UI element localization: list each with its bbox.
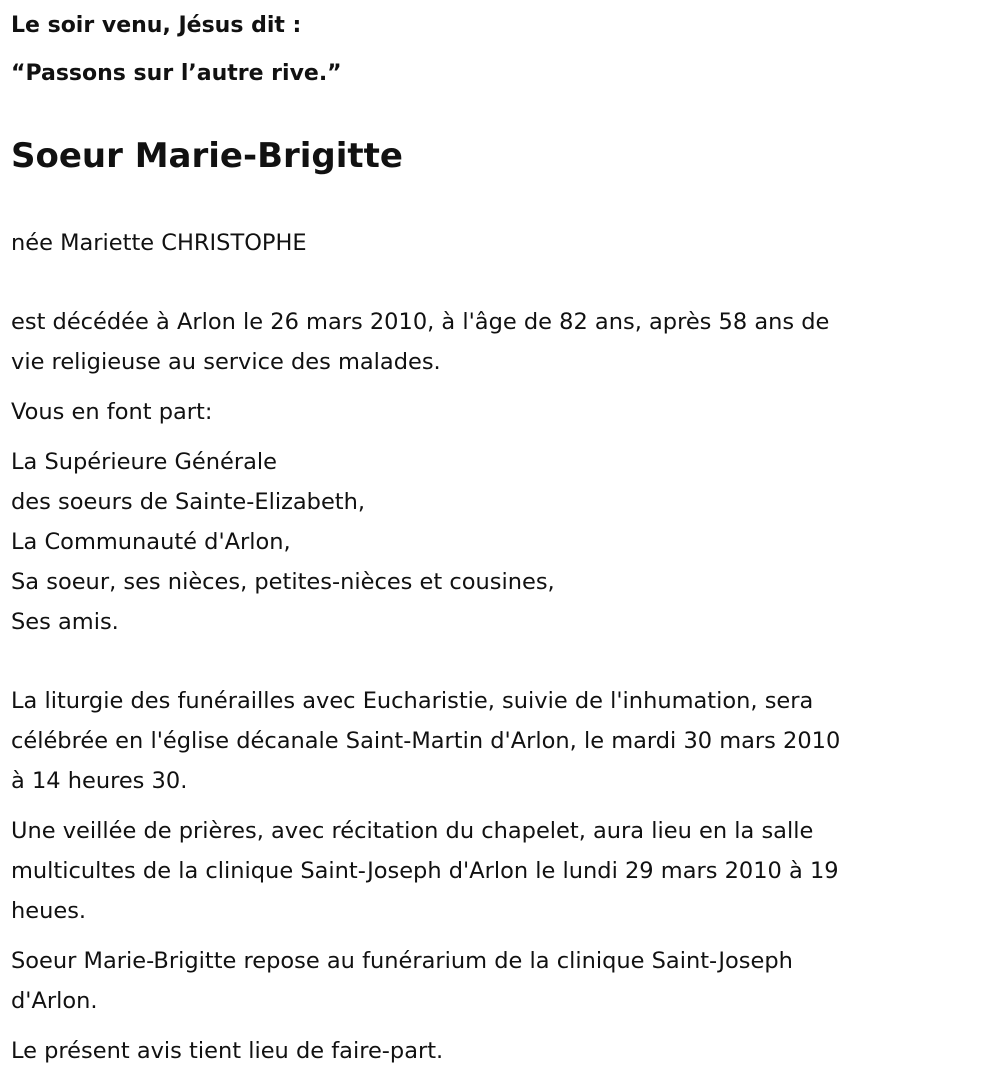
resting-place-line: Soeur Marie-Brigitte repose au funérarium de la clinique Saint-Joseph: [11, 948, 793, 974]
family-list-item: des soeurs de Sainte-Elizabeth,: [11, 489, 366, 515]
prayer-vigil-line: Une veillée de prières, avec récitation du chapelet, aura lieu en la salle: [11, 818, 814, 844]
funeral-liturgy-paragraph: [11, 681, 991, 801]
deceased-name: Soeur Marie-Brigitte: [11, 136, 403, 176]
prayer-vigil-paragraph: [11, 811, 991, 931]
bible-quote-line-2: “Passons sur l’autre rive.”: [11, 61, 342, 86]
family-list-item: Sa soeur, ses nièces, petites-nièces et cousines,: [11, 569, 555, 595]
family-list-item: Ses amis.: [11, 609, 119, 635]
prayer-vigil-line: heues.: [11, 898, 87, 924]
resting-place-line: d'Arlon.: [11, 988, 98, 1014]
family-list-item: La Communauté d'Arlon,: [11, 529, 291, 555]
resting-place-paragraph: [11, 941, 991, 1021]
death-announcement-line: est décédée à Arlon le 26 mars 2010, à l'âge de 82 ans, après 58 ans de: [11, 309, 830, 335]
family-list: [11, 442, 991, 642]
funeral-liturgy-line: à 14 heures 30.: [11, 768, 188, 794]
prayer-vigil-line: multicultes de la clinique Saint-Joseph d'Arlon le lundi 29 mars 2010 à 19: [11, 858, 839, 884]
notice-statement: Le présent avis tient lieu de faire-part.: [11, 1038, 444, 1064]
announcers-heading: Vous en font part:: [11, 399, 213, 425]
bible-quote-line-1: Le soir venu, Jésus dit :: [11, 13, 302, 38]
funeral-liturgy-line: célébrée en l'église décanale Saint-Martin d'Arlon, le mardi 30 mars 2010: [11, 728, 841, 754]
death-announcement: [11, 302, 991, 382]
death-announcement-line: vie religieuse au service des malades.: [11, 349, 441, 375]
family-list-item: La Supérieure Générale: [11, 449, 278, 475]
birth-name: née Mariette CHRISTOPHE: [11, 230, 307, 256]
funeral-liturgy-line: La liturgie des funérailles avec Eucharistie, suivie de l'inhumation, sera: [11, 688, 814, 714]
